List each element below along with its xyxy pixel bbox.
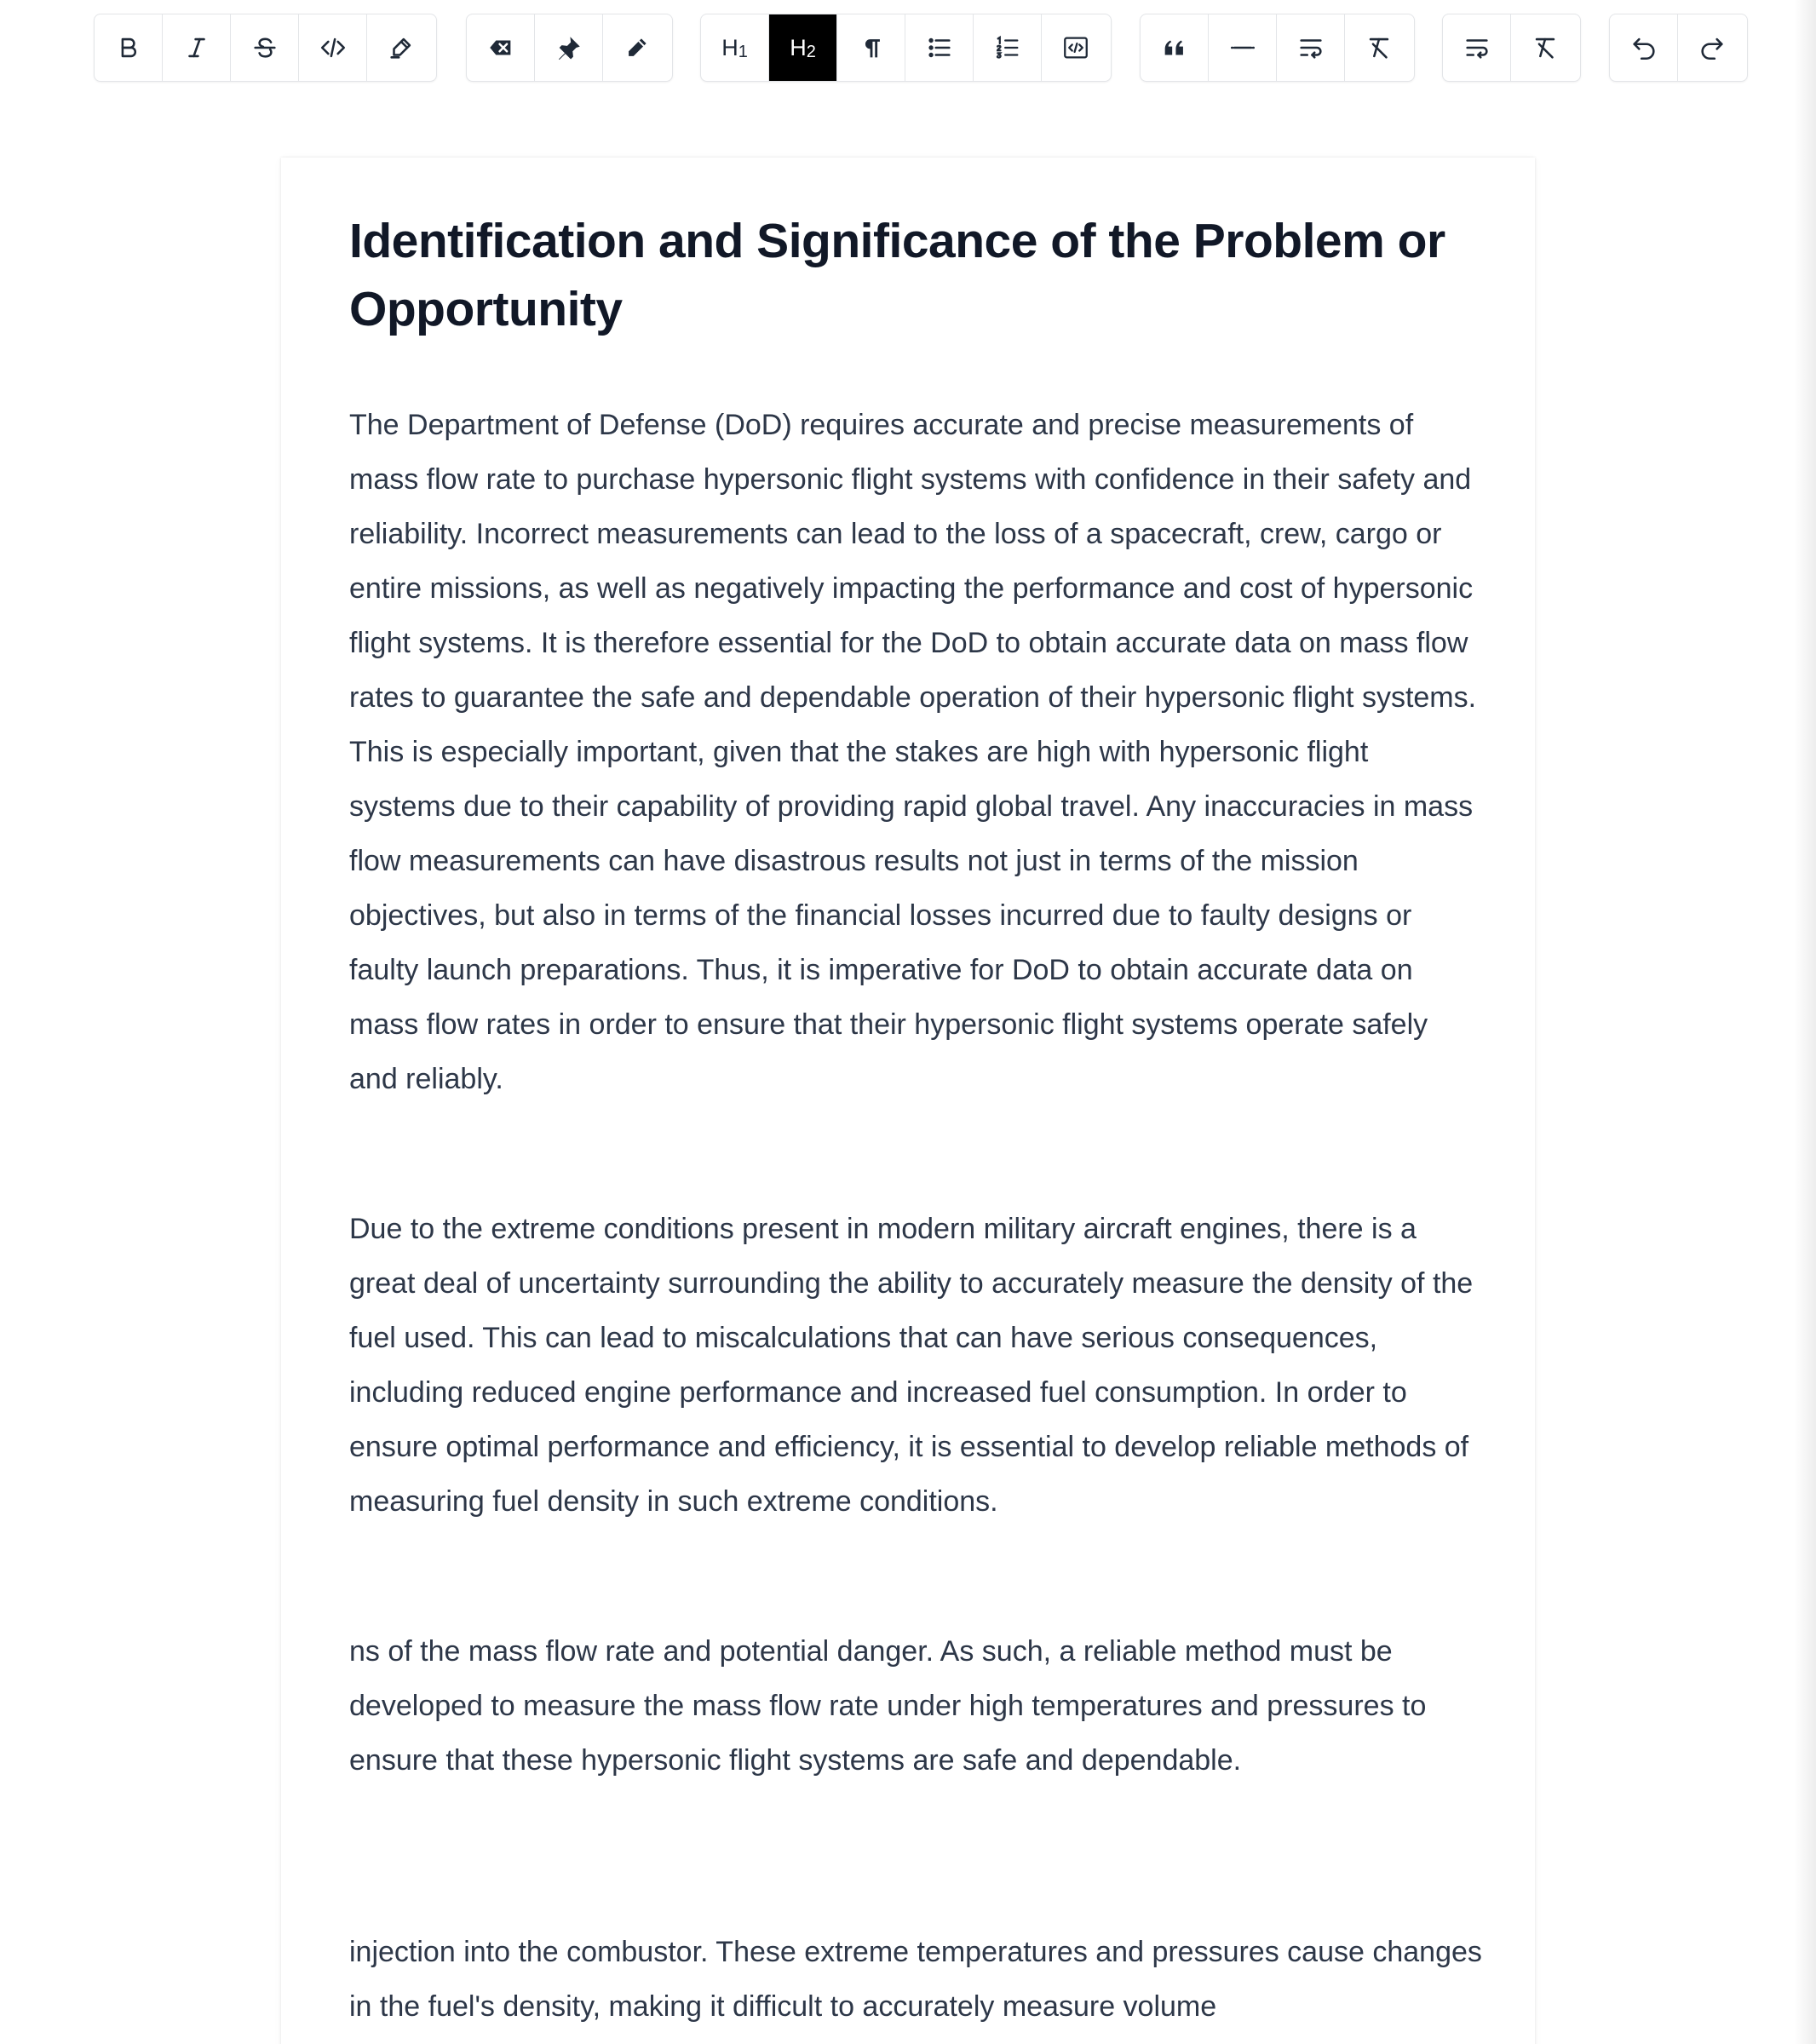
- undo-button[interactable]: [1610, 14, 1678, 81]
- wrap-button[interactable]: [1277, 14, 1345, 81]
- highlighter-icon: [387, 33, 416, 62]
- blockquote-button[interactable]: [1141, 14, 1209, 81]
- bullet-list-icon: [925, 33, 954, 62]
- hard-break-button[interactable]: [1443, 14, 1511, 81]
- horizontal-rule-icon: [1228, 33, 1257, 62]
- text-wrap-icon: [1296, 33, 1325, 62]
- code-block-button[interactable]: [1042, 14, 1110, 81]
- italic-icon: [182, 33, 211, 62]
- bullet-list-button[interactable]: [905, 14, 974, 81]
- strikethrough-button[interactable]: [231, 14, 299, 81]
- code-block-icon: [1061, 33, 1090, 62]
- clear-format-icon: [1531, 33, 1560, 62]
- bold-button[interactable]: [95, 14, 163, 81]
- strikethrough-icon: [250, 33, 279, 62]
- heading1-button[interactable]: [701, 14, 769, 81]
- paragraph-1[interactable]: The Department of Defense (DoD) requires accurate and precise measurements of mass flow rate to purchase hypersonic flight systems with confidence in their safety and reliability. Incorrect measurements can lead to the loss of a spacecraft, crew, cargo or entire missions, as well as negatively impacting the performance and cost of hypersonic flight systems. It is therefore essential for the DoD to obtain accurate data on mass flow rates to guarantee the safe and dependable operation of their hypersonic flight systems. This is especially important, given that the stakes are high with hypersonic flight systems due to their capability of providing rapid global travel. Any inaccuracies in mass flow measurements can have disastrous results not just in terms of the mission objectives, but also in terms of the financial losses incurred due to faulty designs or faulty launch preparations. Thus, it is imperative for DoD to obtain accurate data on mass flow rates in order to ensure that their hypersonic flight systems operate safely and reliably.: [349, 409, 1477, 1095]
- clear-format-icon: [1365, 33, 1394, 62]
- scroll-edge-shadow: [1794, 0, 1816, 2044]
- code-icon: [319, 33, 348, 62]
- history-group: [1609, 14, 1748, 82]
- redo-icon: [1698, 33, 1727, 62]
- heading1-icon: $H_1$: [721, 34, 748, 61]
- pin-button[interactable]: [535, 14, 603, 81]
- highlight-button[interactable]: [367, 14, 435, 81]
- paragraph-3[interactable]: ns of the mass flow rate and potential danger. As such, a reliable method must be developed to measure the mass flow rate under high temperatures and pressures to ensure that these hypersonic flight systems are safe and dependable.: [349, 1635, 1427, 1777]
- undo-icon: [1629, 33, 1658, 62]
- paragraph-button[interactable]: [837, 14, 905, 81]
- document-heading[interactable]: Identification and Significance of the Problem or Opportunity: [349, 214, 1445, 336]
- break-group: [1442, 14, 1581, 82]
- paragraph-4[interactable]: injection into the combustor. These extreme temperatures and pressures cause changes in the fuel's density, making it difficult to accurately measure volume: [349, 1936, 1482, 2023]
- redo-button[interactable]: [1678, 14, 1746, 81]
- block-format-group: [1140, 14, 1415, 82]
- heading2-icon: $H_2$: [790, 34, 816, 61]
- pilcrow-icon: [857, 33, 886, 62]
- text-wrap-icon: [1463, 33, 1491, 62]
- clear-button[interactable]: [467, 14, 535, 81]
- heading2-button[interactable]: [769, 14, 837, 81]
- edit-button[interactable]: [603, 14, 671, 81]
- clear-format-button[interactable]: [1345, 14, 1413, 81]
- ordered-list-button[interactable]: [974, 14, 1042, 81]
- eraser-icon: [486, 33, 515, 62]
- inline-format-group: [94, 14, 437, 82]
- quote-icon: [1160, 33, 1189, 62]
- code-button[interactable]: [299, 14, 367, 81]
- editor-content-area[interactable]: [281, 158, 1535, 2044]
- pin-icon: [555, 33, 583, 62]
- ordered-list-icon: [993, 33, 1022, 62]
- bold-icon: [114, 33, 143, 62]
- block-type-group: [700, 14, 1112, 82]
- clear-group: [466, 14, 673, 82]
- italic-button[interactable]: [163, 14, 231, 81]
- clear-nodes-button[interactable]: [1511, 14, 1579, 81]
- pencil-icon: [623, 33, 652, 62]
- horizontal-rule-button[interactable]: [1209, 14, 1277, 81]
- paragraph-2[interactable]: Due to the extreme conditions present in modern military aircraft engines, there is a great deal of uncertainty surrounding the ability to accurately measure the density of the fuel used. This can lead to miscalculations that can have serious consequences, including reduced engine performance and increased fuel consumption. In order to ensure optimal performance and efficiency, it is essential to develop reliable methods of measuring fuel density in such extreme conditions.: [349, 1213, 1474, 1518]
